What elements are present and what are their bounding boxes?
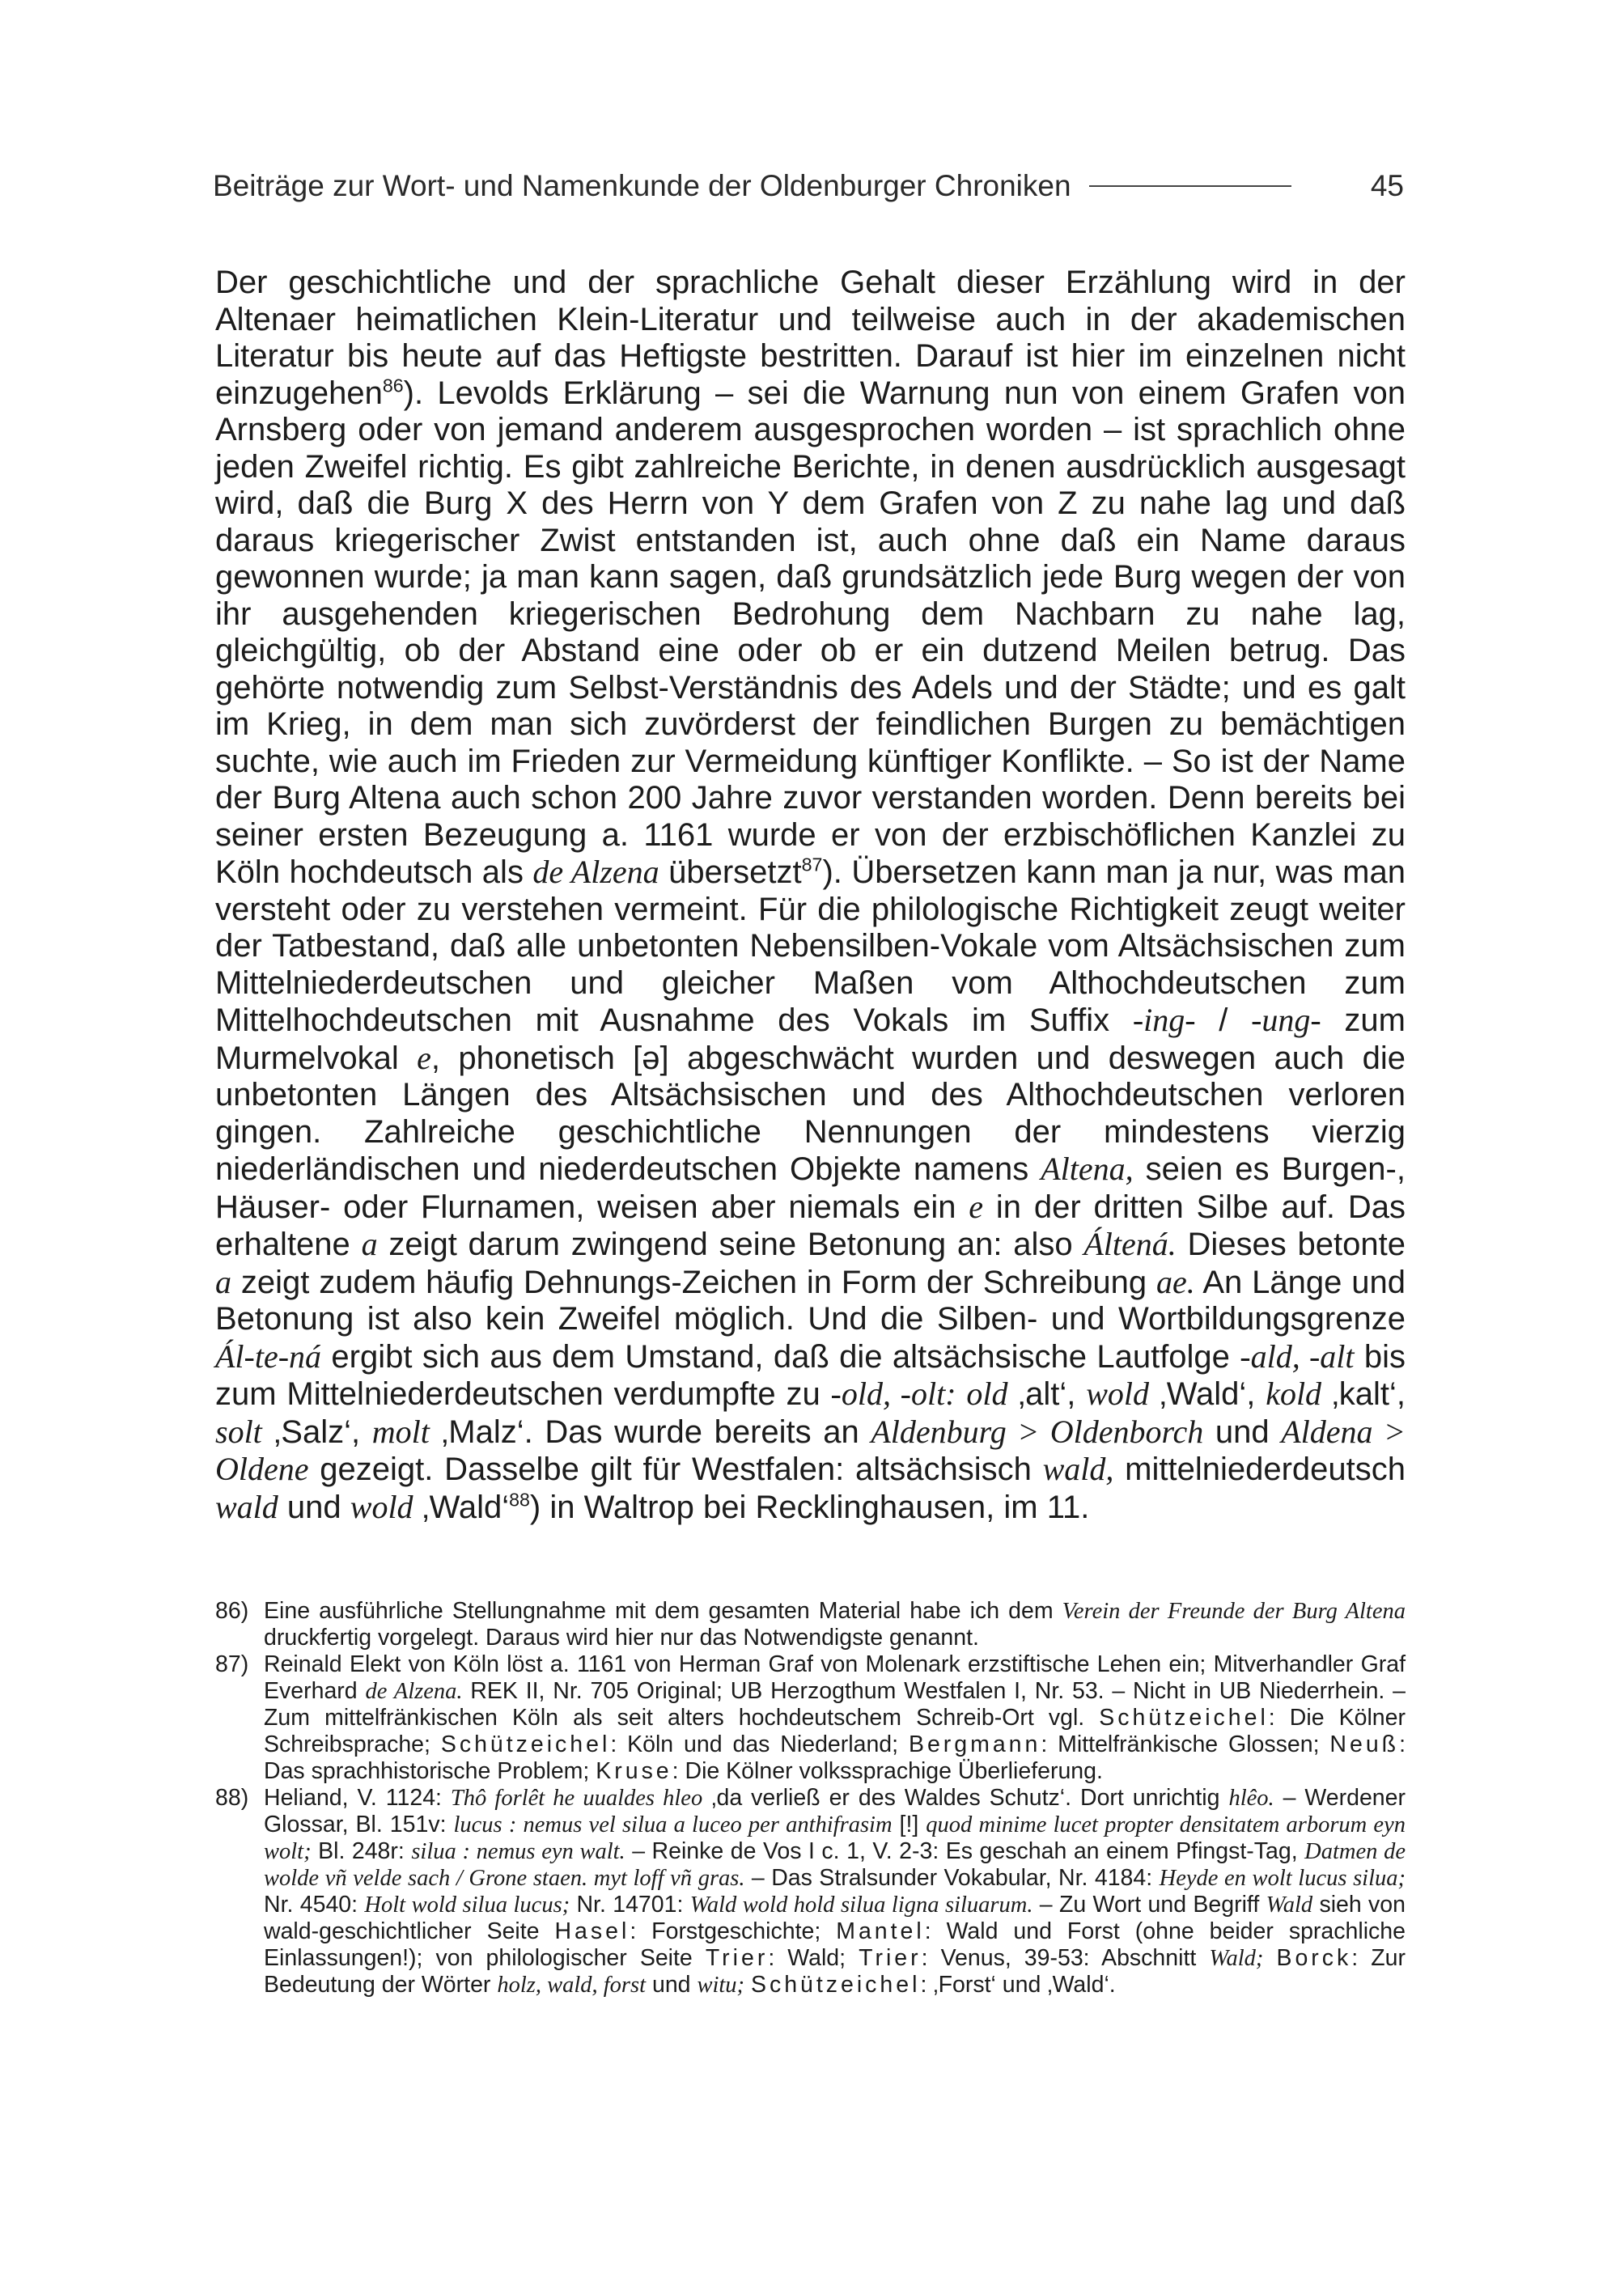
footnote-ref-87[interactable]: 87 <box>801 854 823 875</box>
footnote-text <box>264 1785 1406 1998</box>
text-run: : Forstgeschichte; <box>630 1918 837 1944</box>
italic-term: silua : nemus eyn walt. <box>411 1839 625 1864</box>
author-name: Schützeichel <box>440 1731 611 1757</box>
text-run: [!] <box>892 1812 926 1837</box>
author-name: Bergmann <box>908 1731 1041 1757</box>
footnote-text <box>264 1651 1406 1785</box>
italic-term: witu; <box>697 1973 745 1998</box>
author-name: Borck <box>1276 1945 1352 1971</box>
author-name: Trier <box>859 1945 922 1971</box>
italic-term: wald <box>215 1488 278 1525</box>
text-run: und <box>1203 1414 1282 1450</box>
italic-term: -old, -olt: <box>830 1375 956 1412</box>
italic-term: molt <box>371 1413 430 1450</box>
text-run: ‚Wald‘, <box>1149 1376 1266 1412</box>
text-run: : Köln und das Niederland; <box>610 1731 909 1757</box>
text-run: gezeigt. Dasselbe gilt für Westfalen: altsächsisch <box>308 1452 1043 1487</box>
text-run: : Wald und Forst (ohne beider sprachliche Einlassungen!); von philologischer Seite <box>264 1918 1406 1971</box>
text-run: , phonetisch [ə] abgeschwächt wurden und deswegen auch die unbetonten Längen des Altsächsischen und des Althochdeutschen verloren gingen. Zahlreiche geschichtliche Nennungen der mindestens vierzig niederländischen und niederdeutschen Objekte namens <box>215 1040 1406 1187</box>
text-run: : Das sprachhistorische Problem; <box>264 1731 1406 1784</box>
italic-term: hlêo. <box>1228 1786 1274 1811</box>
author-name: Schützeichel <box>750 1972 921 1998</box>
footnote-86 <box>215 1598 1406 1651</box>
text-run: mittelniederdeutsch <box>1113 1452 1406 1487</box>
italic-term: Altena, <box>1041 1151 1134 1187</box>
text-run: : Venus, 39-53: Abschnitt <box>921 1945 1210 1971</box>
footnote-ref-88[interactable]: 88 <box>509 1489 530 1511</box>
author-name: Trier <box>705 1945 769 1971</box>
text-run: bis zum Mittelniederdeutschen verdumpfte zu <box>215 1338 1406 1412</box>
text-run: und <box>278 1489 350 1525</box>
italic-term: holz, wald, forst <box>497 1973 647 1998</box>
text-run: An Länge und Betonung ist also kein Zweifel möglich. Und die Silben- und Wortbildungsgrenze <box>215 1264 1406 1337</box>
italic-term: de Alzena. <box>365 1679 463 1704</box>
text-run: Der geschichtliche und der sprachliche Gehalt dieser Erzählung wird in der Altenaer heimatlichen Klein-Literatur und teilweise auch in der akademischen Literatur bis heute auf das Heftigste bestritten. Darauf ist hier im einzelnen nicht einzugehen <box>215 265 1406 411</box>
text-run: ‚alt‘, <box>1007 1376 1087 1412</box>
italic-term: Holt wold silua lucus; <box>364 1892 570 1918</box>
text-run: ‚Malz‘. Das wurde bereits an <box>429 1414 871 1450</box>
italic-term: a <box>361 1226 378 1262</box>
italic-term: Heyde en wolt lucus silua; <box>1159 1866 1406 1891</box>
italic-term: Áltená. <box>1083 1226 1177 1262</box>
text-run: – Zu Wort und Begriff <box>1032 1892 1266 1918</box>
italic-term: de Alzena <box>532 854 659 890</box>
text-run: ‚da verließ er des Waldes Schutz‘. Dort unrichtig <box>702 1785 1229 1811</box>
page-number: 45 <box>1370 169 1404 202</box>
footnotes <box>215 1598 1406 1998</box>
italic-term: Aldena > Oldene <box>215 1413 1406 1487</box>
text-run: Nr. 4540: <box>264 1892 365 1918</box>
text-run: druckfertig vorgelegt. Daraus wird hier nur das Notwendigste genannt. <box>264 1625 979 1651</box>
author-name: Mantel <box>836 1918 925 1944</box>
text-run: : Zur Bedeutung der Wörter <box>264 1945 1406 1998</box>
italic-term: Datmen de wolde vñ velde sach / Grone staen. myt loff vñ gras. <box>264 1839 1406 1891</box>
italic-term: Ál-te-ná <box>215 1337 322 1375</box>
author-name: Neuß <box>1329 1731 1400 1757</box>
text-run: ). Levolds Erklärung – sei die Warnung nun von einem Grafen von Arnsberg oder von jemand anderem ausgesprochen worden – ist sprachlich ohne jeden Zweifel richtig. Es gibt zahlreiche Berichte, in denen ausdrücklich ausgesagt wird, daß die Burg X des Herrn von Y dem Grafen von Z zu nahe lag und daß daraus kriegerischer Zwist entstanden ist, auch ohne daß ein Name daraus gewonnen wurde; ja man kann sagen, daß grundsätzlich jede Burg wegen der von ihr ausgehenden kriegerischen Bedrohung dem Nachbarn zu nahe lag, gleichgültig, ob der Abstand eine oder ob er ein dutzend Meilen betrug. Das gehörte notwendig zum Selbst-Verständnis des Adels und der Städte; und es galt im Krieg, in dem man sich zuvörderst der feindlichen Burgen zu bemächtigen suchte, wie auch im Frieden zur Vermeidung künftiger Konflikte. – So ist der Name der Burg Altena auch schon 200 Jahre zuvor verstanden worden. Denn bereits bei seiner ersten Bezeugung a. 1161 wurde er von der erzbischöflichen Kanzlei zu Köln hochdeutsch als <box>215 375 1406 890</box>
text-run: – Das Stralsunder Vokabular, Nr. 4184: <box>744 1865 1160 1891</box>
text-run: zeigt darum zwingend seine Betonung an: also <box>377 1227 1084 1262</box>
text-run: seien es Burgen-, Häuser- oder Flurnamen, weisen aber niemals ein <box>215 1151 1406 1225</box>
text-run: Heliand, V. 1124: <box>264 1785 451 1811</box>
text-run: ‚kalt‘, <box>1321 1376 1406 1412</box>
text-run: Nr. 14701: <box>570 1892 690 1918</box>
text-run: ) in Waltrop bei Recklinghausen, im 11. <box>529 1489 1090 1525</box>
footnote-number: 86) <box>215 1598 249 1624</box>
text-run: : Die Kölner volkssprachige Überlieferung. <box>672 1758 1103 1784</box>
text-run: Dieses betonte <box>1176 1227 1406 1262</box>
italic-term: Wald; <box>1209 1946 1264 1971</box>
italic-term: e <box>969 1188 984 1225</box>
text-run <box>1263 1945 1276 1971</box>
italic-term: ae. <box>1155 1263 1195 1300</box>
italic-term: -ung- <box>1251 1002 1321 1038</box>
text-run: ‚Salz‘, <box>261 1414 372 1450</box>
body-paragraph <box>215 265 1406 1526</box>
text-run: ‚Wald‘ <box>413 1489 510 1525</box>
text-run <box>956 1376 967 1412</box>
footnote-number: 87) <box>215 1651 249 1677</box>
text-run: / <box>1195 1002 1252 1038</box>
italic-term: Wald wold hold silua ligna siluarum. <box>689 1892 1033 1918</box>
author-name: Hasel <box>554 1918 630 1944</box>
author-name: Kruse <box>596 1758 672 1784</box>
italic-term: wold <box>350 1488 413 1525</box>
text-run: ). Übersetzen kann man ja nur, was man versteht oder zu verstehen vermeint. Für die philologische Richtigkeit zeugt weiter der Tatbestand, daß alle unbetonten Nebensilben-Vokale vom Altsächsischen zum Mittelniederdeutschen und gleicher Maßen vom Althochdeutschen zum Mittelhochdeutschen mit Ausnahme des Vokals im Suffix <box>215 854 1406 1038</box>
italic-term: solt <box>215 1413 262 1450</box>
text-run: sieh von wald-geschichtlicher Seite <box>264 1892 1406 1944</box>
text-run: REK II, Nr. 705 Original; UB Herzogthum Westfalen I, Nr. 53. – Nicht in UB Niederrhein. – Zum mittelfränkischen Köln als seit alters hochdeutschem Schreib-Ort vgl. <box>264 1678 1406 1731</box>
footnote-ref-86[interactable]: 86 <box>382 375 404 396</box>
text-run: übersetzt <box>659 854 802 890</box>
text-run: und <box>646 1972 698 1998</box>
text-run: Eine ausführliche Stellungnahme mit dem gesamten Material habe ich dem <box>264 1598 1062 1624</box>
footnote-87 <box>215 1651 1406 1785</box>
italic-term: -ald, -alt <box>1240 1337 1355 1375</box>
text-run: : Mittelfränkische Glossen; <box>1041 1731 1330 1757</box>
italic-term: wold <box>1086 1375 1150 1412</box>
author-name: Schützeichel <box>1099 1705 1269 1731</box>
italic-term: -ing- <box>1132 1002 1196 1038</box>
italic-term: Aldenburg > Oldenborch <box>871 1413 1204 1450</box>
text-run: : Wald; <box>768 1945 859 1971</box>
text-run: Bl. 248r: <box>311 1838 412 1864</box>
italic-term: Verein der Freunde der Burg Altena <box>1062 1599 1406 1624</box>
italic-term: e <box>417 1039 431 1076</box>
italic-term: wald, <box>1042 1451 1114 1487</box>
italic-term: quod minime lucet propter densitatem arborum eyn wolt; <box>264 1812 1406 1864</box>
text-run: zum Murmelvokal <box>215 1002 1406 1076</box>
text-run: ergibt sich aus dem Umstand, daß die altsächsische Lautfolge <box>321 1338 1240 1375</box>
footnote-88 <box>215 1785 1406 1998</box>
italic-term: a <box>215 1263 231 1300</box>
text-run: zeigt zudem häufig Dehnungs-Zeichen in Form der Schreibung <box>231 1264 1156 1300</box>
text-run: in der dritten Silbe auf. Das erhaltene <box>215 1189 1406 1262</box>
text-run <box>744 1972 751 1998</box>
italic-term: Wald <box>1266 1892 1313 1918</box>
running-head-title: Beiträge zur Wort- und Namenkunde der Oldenburger Chroniken <box>213 169 1071 202</box>
text-run: : Die Kölner Schreibsprache; <box>264 1705 1406 1757</box>
italic-term: lucus : nemus vel silua a luceo per anthifrasim <box>453 1812 893 1837</box>
text-run: : ‚Forst‘ und ‚Wald‘. <box>920 1972 1116 1998</box>
running-head <box>213 162 1404 210</box>
text-run: – Werdener Glossar, Bl. 151v: <box>264 1785 1406 1837</box>
footnote-text <box>264 1598 1406 1651</box>
running-head-rule <box>1089 185 1291 187</box>
text-run: Reinald Elekt von Köln löst a. 1161 von Herman Graf von Molenark erzstiftische Lehen ein; Mitverhandler Graf Everhard <box>264 1651 1406 1704</box>
italic-term: old <box>966 1375 1008 1412</box>
italic-term: kold <box>1266 1375 1322 1412</box>
text-run: – Reinke de Vos I c. 1, V. 2-3: Es geschah an einem Pfingst-Tag, <box>625 1838 1305 1864</box>
italic-term: Thô forlêt he uualdes hleo <box>450 1786 703 1811</box>
footnote-number: 88) <box>215 1785 249 1811</box>
